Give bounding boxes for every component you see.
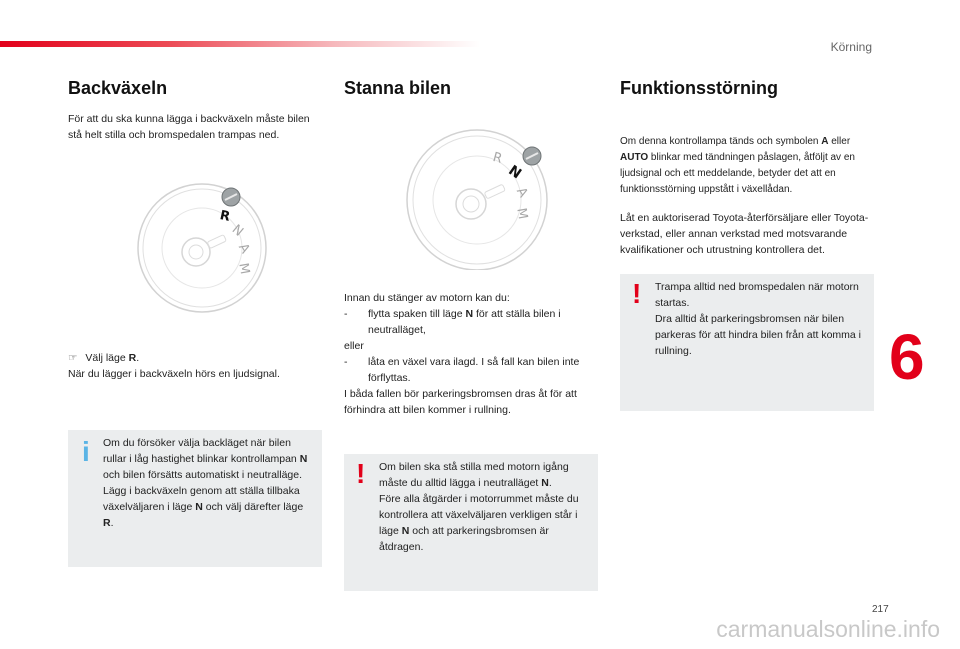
header-accent-bar: [0, 41, 480, 47]
dial2-label-m: M: [513, 206, 530, 221]
stop-slope-note: I båda fallen bör parkeringsbromsen dras åt för att förhindra att bilen kommer i rullning.: [344, 388, 577, 416]
stop-instructions: Innan du stänger av motorn kan du: - flytta spaken till läge N för att ställa bilen i neutralläget, eller - låta en växel vara ilagd. I så fall kan bilen inte förflyttas. I båda fallen bör parkeringsbromsen dras åt för att förhindra att bilen kommer i rullning.: [344, 290, 598, 418]
malfunction-para-2: Låt en auktoriserad Toyota-återförsäljare eller Toyota-verkstad, eller annan verkstad med motsvarande kvalifikationer och utrustning kontrollera det.: [620, 212, 869, 256]
reverse-intro: För att du ska kunna lägga i backväxeln måste bilen stå helt stilla och bromspedalen trampas ned.: [68, 113, 310, 141]
gear-selector-dial-r: [136, 182, 268, 314]
section-title-reverse: Backväxeln: [68, 78, 168, 98]
dial2-label-a: A: [513, 185, 531, 201]
malfunction-para-1: Om denna kontrollampa tänds och symbolen A eller AUTO blinkar med tändningen påslagen, åtföljt av en ljudsignal och ett meddelande, betyder det att en funktionsstörning uppstått i växellådan.: [620, 136, 855, 195]
reverse-step: ☞ Välj läge R. När du lägger i backväxeln hörs en ljudsignal.: [68, 352, 280, 380]
dial-label-m: M: [235, 261, 252, 276]
section-title-malfunction: Funktionsstörning: [620, 78, 778, 98]
section-title-stop: Stanna bilen: [344, 78, 452, 98]
warning-icon-2: !: [632, 278, 642, 309]
warning-text-malfunction: Trampa alltid ned bromspedalen när motorn startas. Dra alltid åt parkeringsbromsen när bilen parkeras för att hindra bilen från att komma i rullning.: [655, 281, 862, 357]
dial-label-n: N: [228, 222, 246, 240]
page-number: 217: [872, 604, 889, 615]
step-arrow-icon: ☞: [68, 352, 78, 364]
reverse-step-result: När du lägger i backväxeln hörs en ljudsignal.: [68, 368, 280, 380]
dial-label-r: R: [218, 208, 232, 225]
warning-box-stop: [344, 454, 598, 591]
chapter-title: Körning: [830, 40, 872, 54]
warning-icon: !: [356, 458, 366, 489]
stop-item-1: - flytta spaken till läge N för att ställa bilen i neutralläget,: [344, 308, 561, 336]
stop-item-2: - låta en växel vara ilagd. I så fall kan bilen inte förflyttas.: [344, 356, 580, 384]
gear-selector-dial-n: [405, 120, 555, 270]
info-icon: i: [82, 436, 90, 467]
watermark: carmanualsonline.info: [716, 616, 940, 642]
dial-label-a: A: [235, 241, 253, 257]
warning-text-stop: Om bilen ska stå stilla med motorn igång måste du alltid lägga i neutralläget N. Före alla åtgärder i motorrummet måste du kontrollera att växelväljaren verkligen står i läge N och att parkeringsbromsen är åtdragen.: [379, 461, 579, 553]
chapter-number: 6: [889, 321, 925, 393]
dial2-label-r: R: [491, 149, 504, 167]
info-text: Om du försöker välja backläget när bilen rullar i låg hastighet blinkar kontrollampan N och bilen försätts automatiskt i neutralläge. Lägg i backväxeln genom att ställa tillbaka växelväljaren i läge N och välj därefter läge R.: [103, 437, 308, 529]
info-box-reverse: [68, 430, 322, 567]
warning-box-malfunction: [620, 274, 874, 411]
dial2-label-n: N: [505, 162, 525, 183]
